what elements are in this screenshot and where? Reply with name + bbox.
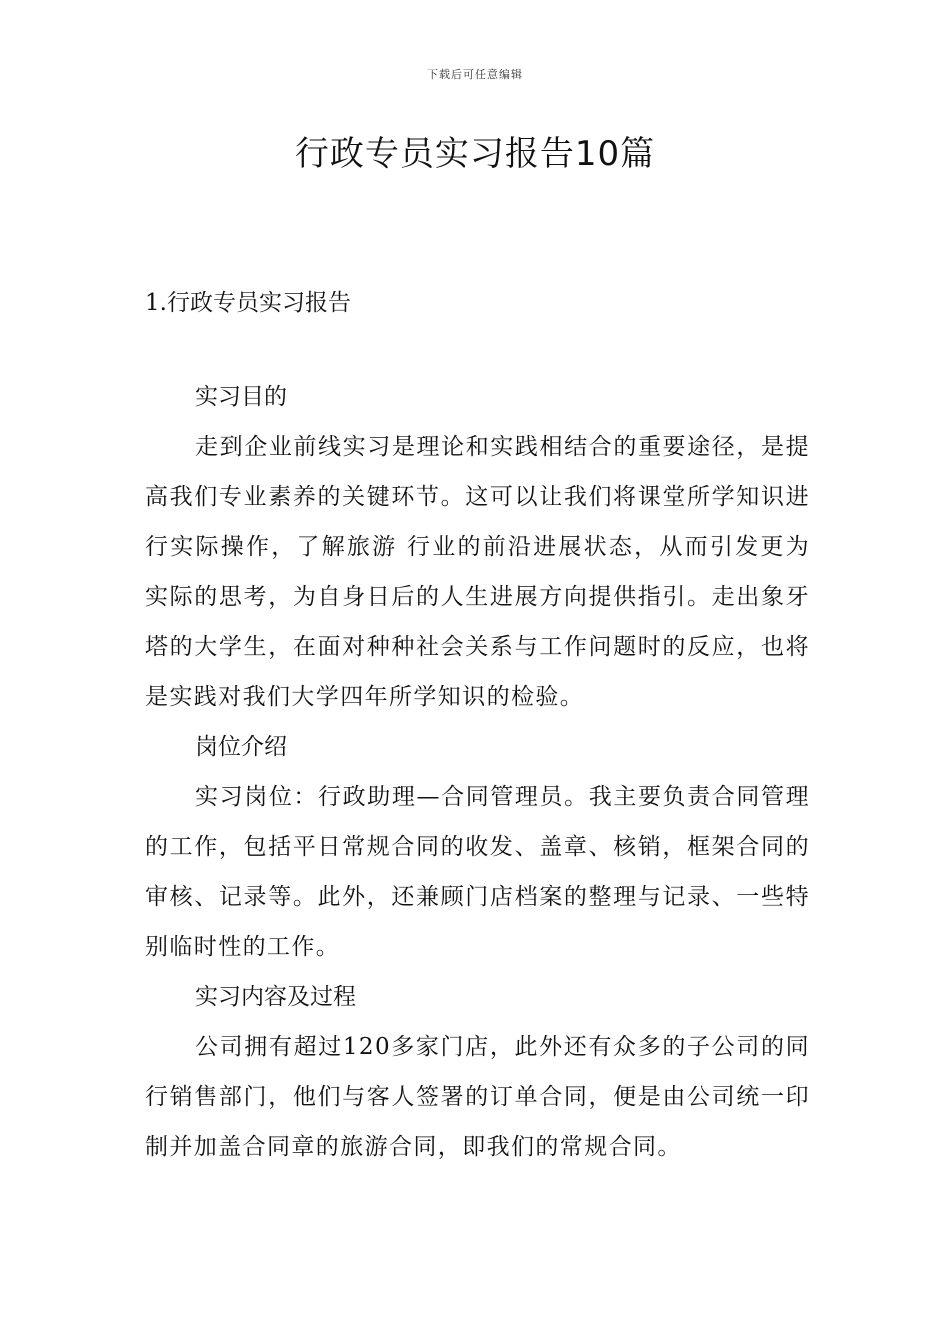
subheading-internship-content: 实习内容及过程 — [195, 984, 356, 1010]
subheading-internship-purpose: 实习目的 — [195, 384, 287, 410]
subheading-position-intro: 岗位介绍 — [195, 734, 287, 760]
paragraph-internship-purpose: 走到企业前线实习是理论和实践相结合的重要途径，是提高我们专业素养的关键环节。这可以让我们将课堂所学知识进行实际操作，了解旅游 行业的前沿进展状态，从而引发更为实际的思考，为自身日后的人生进展方向提供指引。走出象牙塔的大学生，在面对种种社会关系与工作问题时的反应，也将是实践对我们大学四年所学知识的检验。 — [145, 434, 810, 710]
section-heading: 1.行政专员实习报告 — [145, 290, 351, 316]
document-title: 行政专员实习报告10篇 — [294, 134, 656, 174]
page-header-note: 下载后可任意编辑 — [427, 68, 523, 81]
document-body — [145, 372, 810, 1172]
paragraph-internship-content: 公司拥有超过120多家门店，此外还有众多的子公司的同行销售部门，他们与客人签署的订单合同，便是由公司统一印制并加盖合同章的旅游合同，即我们的常规合同。 — [145, 1034, 810, 1160]
paragraph-position-intro: 实习岗位：行政助理—合同管理员。我主要负责合同管理的工作，包括平日常规合同的收发、盖章、核销，框架合同的审核、记录等。此外，还兼顾门店档案的整理与记录、一些特别临时性的工作。 — [145, 784, 810, 960]
